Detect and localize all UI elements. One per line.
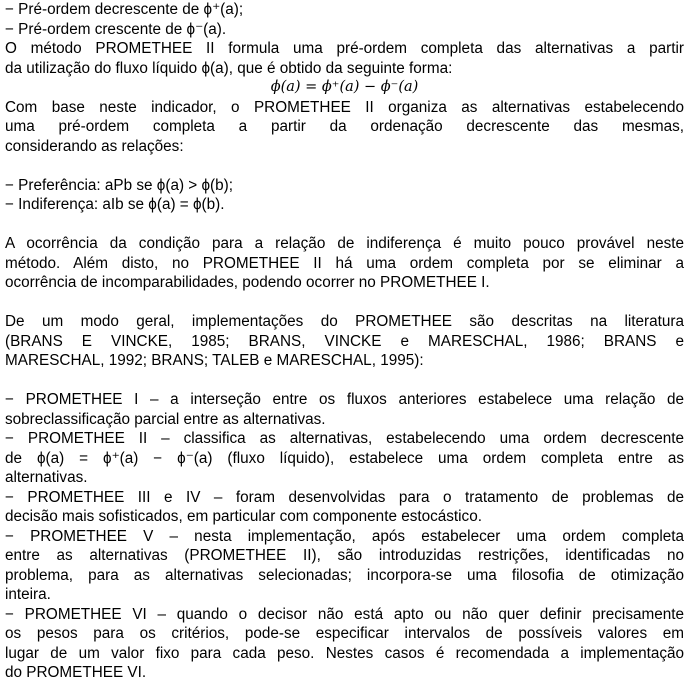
paragraph-gap xyxy=(5,293,684,313)
text-line: inteira. xyxy=(5,586,51,603)
text-line: lugar de um valor fixo para cada peso. Nestes casos é recomendada a implementação xyxy=(5,644,684,662)
text-line: − Pré-ordem decrescente de ϕ⁺(a); xyxy=(5,1,244,18)
text-line: ocorrência de incomparabilidades, podendo ocorrer no PROMETHEE I. xyxy=(5,274,490,291)
text-line: problema, para as alternativas selecionadas; incorpora-se uma filosofia de otimização xyxy=(5,566,684,584)
text-line: do PROMETHEE VI. xyxy=(5,664,147,681)
paragraph-gap xyxy=(5,215,684,235)
text-line: de ϕ(a) = ϕ⁺(a) − ϕ⁻(a) (fluxo líquido), estabelece uma ordem completa entre as xyxy=(5,449,684,467)
text-line: − PROMETHEE III e IV – foram desenvolvidas para o tratamento de problemas de xyxy=(5,488,684,506)
text-line: uma pré-ordem completa a partir da ordenação decrescente das mesmas, xyxy=(5,118,684,135)
text-line: − Preferência: aPb se ϕ(a) > ϕ(b); xyxy=(5,176,233,194)
text-line: (BRANS E VINCKE, 1985; BRANS, VINCKE e MARESCHAL, 1986; BRANS e xyxy=(5,332,684,350)
text-line: O método PROMETHEE II formula uma pré-ordem completa das alternativas a partir xyxy=(5,40,684,57)
paragraph-gap xyxy=(5,156,684,176)
text-line: De um modo geral, implementações do PROMETHEE são descritas na literatura xyxy=(5,313,684,330)
text-line: sobreclassificação parcial entre as alternativas. xyxy=(5,410,326,428)
text-line: entre as alternativas (PROMETHEE II), são introduzidas restrições, identificadas no xyxy=(5,547,684,564)
text-line: A ocorrência da condição para a relação de indiferença é muito pouco provável neste xyxy=(5,235,684,252)
text-line: − PROMETHEE VI – quando o decisor não está apto ou não quer definir precisamente xyxy=(5,605,684,623)
text-line: decisão mais sofisticados, em particular com componente estocástico. xyxy=(5,508,482,525)
text-line: − PROMETHEE I – a interseção entre os fluxos anteriores estabelece uma relação de xyxy=(5,391,684,408)
text-line: − PROMETHEE II – classifica as alternativas, estabelecendo uma ordem decrescente xyxy=(5,430,684,447)
text-line: − Indiferença: aIb se ϕ(a) = ϕ(b). xyxy=(5,196,225,213)
paragraph-gap xyxy=(5,371,684,391)
text-line: da utilização do fluxo líquido ϕ(a), que é obtido da seguinte forma: xyxy=(5,59,453,77)
text-line: considerando as relações: xyxy=(5,137,184,155)
text-line: − Pré-ordem crescente de ϕ⁻(a). xyxy=(5,20,227,38)
text-line: MARESCHAL, 1992; BRANS; TALEB e MARESCHAL, 1995): xyxy=(5,352,424,369)
text-line: alternativas. xyxy=(5,469,88,486)
text-line: os pesos para os critérios, pode-se especificar intervalos de possíveis valores em xyxy=(5,625,684,642)
equation-line: ϕ(a) = ϕ⁺(a) − ϕ⁻(a) xyxy=(270,79,419,95)
text-line: método. Além disto, no PROMETHEE II há uma ordem completa por se eliminar a xyxy=(5,254,684,272)
text-line: Com base neste indicador, o PROMETHEE II organiza as alternativas estabelecendo xyxy=(5,98,684,116)
text-line: − PROMETHEE V – nesta implementação, após estabelecer uma ordem completa xyxy=(5,527,684,545)
